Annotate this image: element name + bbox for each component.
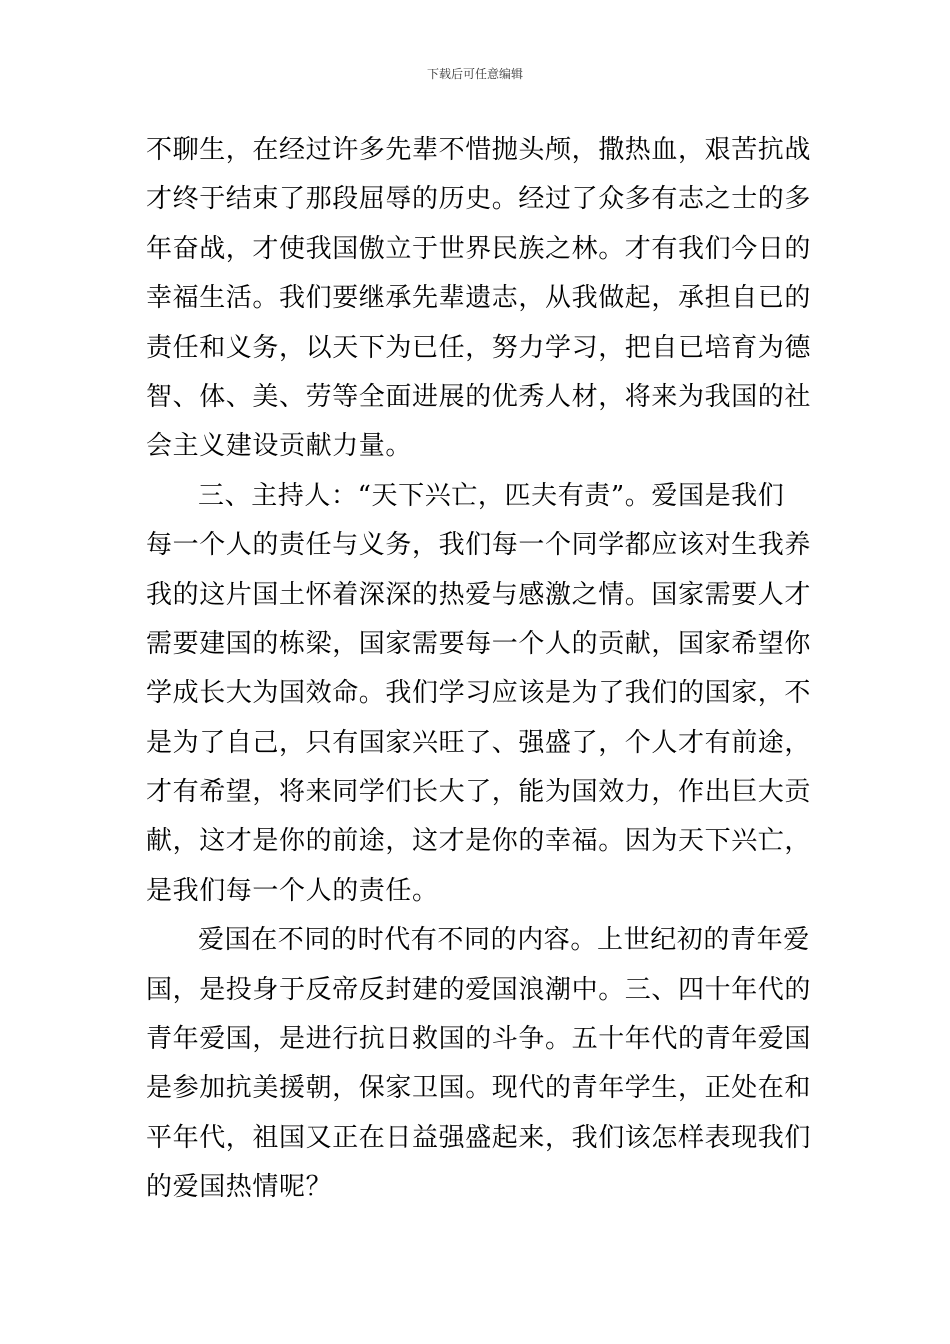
document-body (146, 126, 812, 1213)
paragraph-start-line: 三、主持人：“天下兴亡，匹夫有责”。爱国是我们 (198, 480, 785, 511)
text-line: 我的这片国土怀着深深的热爱与感激之情。国家需要人才 (146, 579, 812, 610)
text-line: 青年爱国，是进行抗日救国的斗争。五十年代的青年爱国 (146, 1024, 812, 1055)
text-line: 献，这才是你的前途，这才是你的幸福。因为天下兴亡， (146, 826, 812, 857)
text-line: 会主义建设贡献力量。 (146, 431, 413, 462)
text-line: 需要建国的栋梁，国家需要每一个人的贡献，国家希望你 (146, 628, 812, 659)
text-line: 国，是投身于反帝反封建的爱国浪潮中。三、四十年代的 (146, 974, 812, 1005)
text-line: 年奋战，才使我国傲立于世界民族之林。才有我们今日的 (146, 233, 812, 264)
text-line: 学成长大为国效命。我们学习应该是为了我们的国家，不 (146, 678, 812, 709)
text-line: 幸福生活。我们要继承先辈遗志，从我做起，承担自已的 (146, 283, 812, 314)
text-line: 是为了自己，只有国家兴旺了、强盛了，个人才有前途， (146, 727, 812, 758)
paragraph-start-line: 爱国在不同的时代有不同的内容。上世纪初的青年爱 (198, 925, 810, 956)
text-line: 平年代，祖国又正在日益强盛起来，我们该怎样表现我们 (146, 1122, 812, 1153)
text-line: 才有希望，将来同学们长大了，能为国效力，作出巨大贡 (146, 777, 812, 808)
text-line: 是我们每一个人的责任。 (146, 875, 439, 906)
text-line: 每一个人的责任与义务，我们每一个同学都应该对生我养 (146, 530, 812, 561)
text-line: 才终于结束了那段屈辱的历史。经过了众多有志之士的多 (146, 184, 812, 215)
text-line: 的爱国热情呢？ (146, 1172, 333, 1203)
page-header: 下载后可任意编辑 (426, 67, 523, 81)
text-line: 责任和义务，以天下为已任，努力学习，把自已培育为德 (146, 332, 812, 363)
text-line: 是参加抗美援朝，保家卫国。现代的青年学生，正处在和 (146, 1073, 812, 1104)
text-line: 智、体、美、劳等全面进展的优秀人材，将来为我国的社 (146, 381, 812, 412)
text-line: 不聊生，在经过许多先辈不惜抛头颅，撒热血，艰苦抗战 (146, 135, 812, 165)
